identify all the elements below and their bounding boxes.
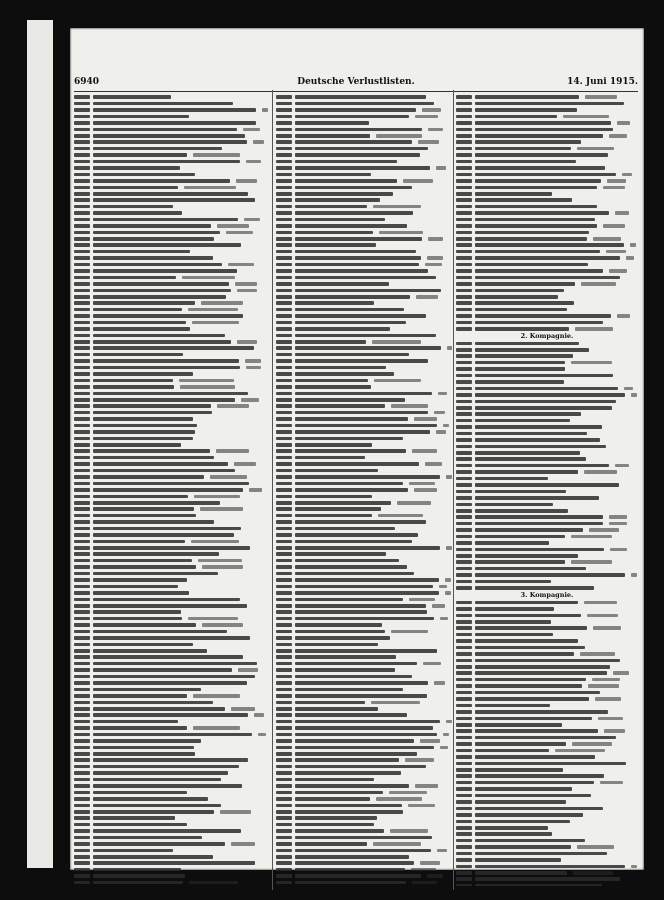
page-header [74,77,638,89]
column-separator [453,90,454,890]
page-number: 6940 [74,77,100,87]
publication-title: Deutsche Verlustlisten. [297,77,415,87]
header-rule [74,91,638,92]
text-column-3 [456,94,638,886]
text-column-2 [276,94,452,886]
casualty-entry [456,326,638,332]
casualty-entry [456,883,638,887]
section-heading: 2. Kompagnie. [520,332,574,341]
issue-date: 14. Juni 1915. [567,77,638,87]
text-column-1 [74,94,270,886]
column-separator [272,90,273,890]
page-edge-strip [27,20,53,868]
section-heading: 3. Kompagnie. [520,591,574,600]
newspaper-page [70,28,644,870]
casualty-entry [456,585,638,591]
